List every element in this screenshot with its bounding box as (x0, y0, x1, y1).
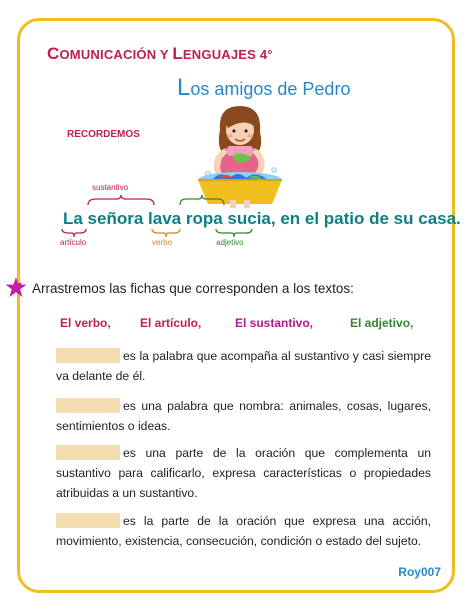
paragraph-4-text: es la parte de la oración que expresa una acción, movimiento, existencia, consecución, condición o estado del sujeto. (56, 514, 431, 548)
recordemos-label: RECORDEMOS (67, 129, 140, 140)
paragraph-1 (56, 346, 431, 386)
articulo-brace (60, 228, 88, 238)
chip-el-sustantivo[interactable]: El sustantivo, (235, 316, 314, 330)
subject-rest-1: OMUNICACIÓN Y (59, 47, 173, 62)
label-articulo: artículo (60, 238, 87, 247)
drop-slot-1[interactable] (56, 348, 120, 363)
page-title (177, 74, 350, 102)
paragraph-4 (56, 511, 431, 551)
drop-slot-4[interactable] (56, 513, 120, 528)
drop-slot-2[interactable] (56, 398, 120, 413)
paragraph-3-text: es una parte de la oración que complementa un sustantivo para calificarlo, expresa características o propiedades atribuidas a un sustantivo. (56, 446, 431, 500)
label-adjetivo: adjetivo (216, 238, 244, 247)
subject-heading (47, 44, 273, 64)
chip-el-adjetivo[interactable]: El adjetivo, (350, 316, 414, 330)
title-cap: L (177, 74, 191, 101)
example-sentence: La señora lava ropa sucia, en el patio de su casa. (63, 209, 461, 228)
paragraph-3 (56, 443, 431, 503)
subject-rest-2: ENGUAJES 4° (182, 47, 273, 62)
adjetivo-top-brace (178, 194, 226, 206)
title-rest: os amigos de Pedro (190, 79, 351, 99)
adjetivo-brace (214, 228, 254, 238)
star-icon (4, 276, 28, 300)
label-verbo: verbo (152, 238, 173, 247)
instruction-text: Arrastremos las fichas que corresponden a los textos: (32, 281, 354, 296)
chip-el-articulo[interactable]: El artículo, (140, 316, 202, 330)
subject-cap-2: L (172, 44, 183, 63)
label-sustantivo: sustantivo (92, 183, 129, 192)
paragraph-1-text: es la palabra que acompaña al sustantivo y casi siempre va delante de él. (56, 349, 431, 383)
paragraph-2-text: es una palabra que nombra: animales, cosas, lugares, sentimientos o ideas. (56, 399, 431, 433)
author-signature: Roy007 (398, 565, 441, 579)
verbo-brace (150, 228, 182, 238)
sustantivo-brace (86, 194, 156, 206)
subject-cap-1: C (47, 44, 60, 63)
drop-slot-3[interactable] (56, 445, 120, 460)
chip-el-verbo[interactable]: El verbo, (60, 316, 111, 330)
paragraph-2 (56, 396, 431, 436)
